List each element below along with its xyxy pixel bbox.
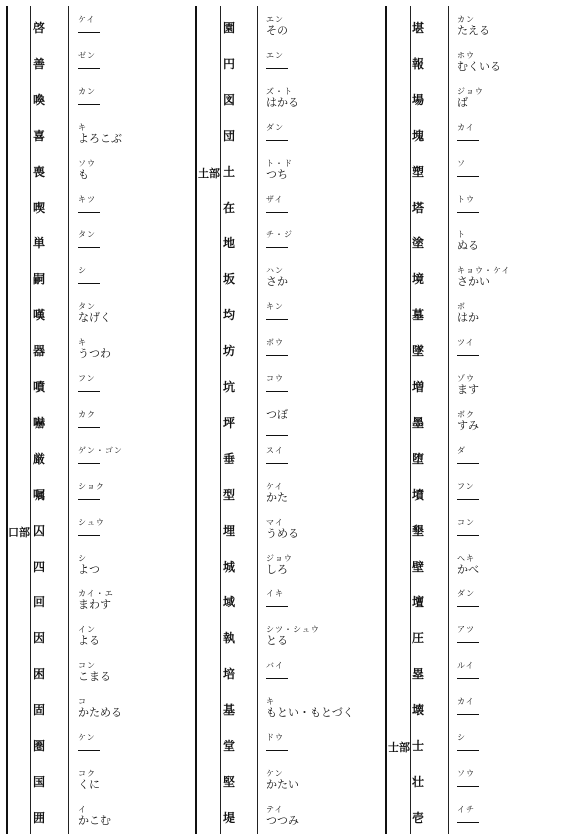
kanji-character: 喫 [32, 200, 45, 215]
kanji-character: 囚 [32, 523, 45, 538]
reading-entry [78, 373, 96, 384]
on-reading: シュウ [78, 517, 105, 527]
kanji-character: 厳 [32, 451, 45, 466]
kanji-character: 在 [222, 200, 235, 215]
reading-entry [457, 301, 479, 323]
kanji-character: 堂 [222, 739, 235, 753]
kun-reading: むくいる [457, 59, 501, 73]
kanji-character: 回 [32, 595, 45, 610]
column-rule [195, 6, 197, 834]
kanji-character: 墨 [411, 415, 424, 430]
radical-label: 口部 [8, 525, 30, 539]
reading-entry [78, 50, 96, 61]
reading-entry [266, 337, 284, 348]
on-reading: ツイ [457, 338, 475, 348]
kun-reading: その [266, 24, 288, 37]
kanji-character: 嚇 [32, 415, 45, 430]
reading-underline [266, 435, 288, 436]
reading-underline [78, 247, 100, 248]
on-reading: フン [78, 374, 96, 383]
reading-entry [457, 409, 479, 431]
column-rule [68, 6, 69, 834]
reading-entry [266, 158, 293, 180]
kanji-character: 壱 [411, 810, 424, 825]
kanji-character: 塗 [411, 236, 424, 251]
on-reading: ボク [457, 409, 475, 419]
kun-reading: も [78, 167, 89, 181]
reading-entry [266, 660, 284, 671]
kanji-character: 因 [32, 631, 45, 646]
reading-underline [78, 463, 100, 464]
kun-reading: たえる [457, 24, 490, 37]
reading-underline [266, 678, 288, 679]
reading-entry [266, 86, 299, 108]
on-reading: ヘキ [457, 553, 475, 563]
kun-reading: まわす [78, 598, 111, 612]
on-reading: ドウ [266, 733, 284, 742]
reading-entry [78, 301, 111, 323]
on-reading: タン [78, 230, 96, 240]
kanji-character: 報 [411, 56, 424, 71]
on-reading: ズ・ト [266, 86, 293, 96]
kanji-character: 堤 [222, 810, 235, 825]
kanji-character: 善 [32, 56, 45, 71]
on-reading: エン [266, 15, 284, 24]
on-reading: テイ [266, 804, 284, 814]
on-reading: ソ [457, 158, 466, 168]
kanji-character: 噴 [32, 380, 45, 394]
on-reading: チ・ジ [266, 230, 293, 240]
reading-entry [457, 696, 475, 707]
kanji-character: 国 [32, 774, 45, 789]
reading-entry [266, 122, 284, 133]
on-reading: ホウ [457, 50, 475, 60]
reading-underline [78, 427, 100, 428]
on-reading: ゼン [78, 50, 96, 60]
on-reading: ルイ [457, 661, 475, 671]
reading-entry [78, 660, 111, 682]
kun-reading: つつみ [266, 813, 299, 827]
on-reading: イ [78, 804, 87, 814]
kanji-character: 堕 [411, 451, 424, 466]
reading-entry [457, 732, 466, 743]
reading-entry [457, 588, 475, 599]
kun-reading: ぬる [457, 239, 479, 253]
reading-underline [266, 319, 288, 320]
reading-underline [266, 391, 288, 392]
reading-entry [457, 481, 475, 492]
on-reading: カン [78, 86, 96, 96]
reading-underline [266, 750, 288, 751]
reading-underline [266, 212, 288, 213]
kun-reading: かためる [78, 706, 122, 720]
kanji-character: 坊 [222, 344, 235, 359]
reading-underline [457, 535, 479, 536]
on-reading: ソウ [78, 158, 96, 168]
on-reading: ダン [266, 122, 285, 132]
reading-entry [266, 409, 288, 420]
reading-underline [457, 463, 479, 464]
reading-entry [78, 517, 105, 528]
kanji-character: 単 [32, 236, 45, 251]
kanji-character: 壇 [411, 595, 424, 610]
reading-underline [266, 140, 288, 141]
reading-underline [266, 606, 288, 607]
kanji-character: 圧 [411, 631, 424, 646]
kanji-character: 墜 [411, 344, 424, 359]
on-reading: ジョウ [457, 86, 484, 96]
reading-entry [457, 517, 475, 528]
reading-underline [457, 642, 479, 643]
kun-reading: よつ [78, 562, 100, 576]
kanji-character: 囲 [32, 810, 45, 825]
kun-reading: しろ [266, 562, 288, 576]
on-reading: ゲン・ゴン [78, 445, 123, 455]
kanji-character: 困 [32, 667, 45, 682]
kanji-character: 嘆 [32, 308, 45, 323]
kun-reading: とる [266, 634, 288, 648]
reading-underline [78, 68, 100, 69]
reading-entry [266, 481, 288, 503]
reading-entry [457, 122, 475, 133]
kun-reading: さか [266, 275, 288, 289]
on-reading: コ [78, 697, 87, 707]
on-reading: コウ [266, 374, 284, 383]
kun-reading: はかる [266, 95, 299, 109]
kun-reading: かた [266, 490, 288, 504]
kanji-character: 嗣 [32, 272, 45, 287]
reading-underline [457, 822, 479, 823]
kun-reading: よる [78, 634, 100, 648]
on-reading: キ [266, 697, 275, 707]
on-reading: タン [78, 302, 96, 312]
reading-entry [457, 337, 475, 348]
kanji-character: 垂 [222, 451, 235, 466]
on-reading: ショク [78, 481, 105, 491]
kanji-character: 堪 [411, 21, 424, 35]
reading-entry [457, 660, 475, 671]
column-rule [385, 6, 387, 834]
reading-entry [78, 14, 95, 25]
on-reading: ボ [457, 302, 466, 312]
kanji-character: 堅 [222, 774, 235, 789]
kun-reading: もとい・もとづく [266, 706, 354, 720]
reading-entry [457, 624, 475, 635]
kun-reading: こまる [78, 670, 111, 684]
reading-underline [78, 212, 100, 213]
kanji-character: 坂 [222, 272, 235, 287]
reading-entry [78, 158, 96, 180]
reading-entry [457, 158, 466, 169]
kun-reading: かたい [266, 777, 299, 791]
reading-underline [457, 606, 479, 607]
reading-entry [78, 696, 122, 718]
on-reading: シ [457, 733, 466, 742]
kanji-character: 土 [222, 164, 235, 179]
reading-underline [78, 391, 100, 392]
kun-reading: うめる [266, 526, 299, 540]
kun-reading: なげく [78, 311, 111, 325]
reading-entry [266, 588, 284, 599]
on-reading: ケイ [266, 481, 284, 491]
reading-entry [457, 86, 484, 108]
on-reading: カイ [457, 697, 475, 707]
kun-reading: ば [457, 95, 468, 109]
kanji-character: 地 [222, 236, 235, 251]
reading-underline [457, 355, 479, 356]
on-reading: ト・ド [266, 158, 293, 168]
kanji-character: 坑 [222, 380, 235, 394]
reading-entry [78, 265, 87, 276]
on-reading: カン [457, 15, 475, 24]
kanji-character: 固 [32, 703, 45, 718]
kanji-character: 埋 [222, 523, 235, 538]
kanji-character: 喜 [32, 128, 45, 143]
on-reading: トウ [457, 194, 475, 204]
reading-underline [78, 104, 100, 105]
reading-entry [78, 409, 96, 420]
on-reading: バイ [266, 661, 284, 671]
kun-reading: つち [266, 167, 288, 181]
on-reading: シ [78, 553, 87, 563]
kanji-character: 塊 [411, 128, 424, 143]
on-reading: イキ [266, 589, 284, 599]
kanji-character: 均 [222, 308, 235, 323]
on-reading: コン [78, 661, 96, 671]
on-reading: キ [78, 122, 87, 132]
kanji-character: 増 [411, 380, 424, 394]
kanji-character: 圏 [32, 739, 45, 753]
kanji-character: 塁 [411, 667, 424, 682]
kanji-character: 坪 [222, 415, 235, 430]
on-reading: フン [457, 481, 475, 491]
reading-entry [457, 265, 510, 287]
reading-entry [266, 373, 284, 384]
reading-entry [266, 50, 284, 61]
reading-underline [78, 750, 100, 751]
reading-underline [266, 463, 288, 464]
kun-reading: くに [78, 777, 100, 791]
reading-entry [78, 337, 111, 359]
kanji-character: 墾 [411, 523, 424, 538]
reading-entry [78, 624, 100, 646]
reading-entry [457, 14, 490, 36]
column-rule [448, 6, 449, 834]
reading-entry [266, 553, 293, 575]
reading-underline [266, 68, 288, 69]
radical-label: 土部 [198, 166, 220, 180]
on-reading: ソウ [457, 768, 475, 778]
kanji-character: 基 [222, 703, 235, 718]
reading-underline [266, 355, 288, 356]
kanji-character: 域 [222, 595, 235, 610]
kun-reading: よろこぶ [78, 131, 122, 145]
reading-underline [457, 786, 479, 787]
on-reading: キョウ・ケイ [457, 266, 511, 276]
reading-entry [457, 229, 479, 251]
reading-underline [457, 499, 479, 500]
reading-underline [457, 212, 479, 213]
reading-entry [266, 696, 354, 718]
on-reading: ケイ [78, 15, 96, 24]
reading-underline [78, 499, 100, 500]
on-reading: キン [266, 302, 284, 312]
kanji-character: 四 [32, 559, 45, 574]
reading-entry [78, 588, 114, 610]
reading-entry [266, 14, 288, 36]
kanji-character: 城 [222, 559, 235, 574]
reading-entry [457, 804, 475, 815]
reading-entry [266, 194, 283, 205]
kanji-character: 喚 [32, 92, 45, 107]
on-reading: ゾウ [457, 374, 475, 383]
on-reading: スイ [266, 445, 284, 455]
kun-reading: かこむ [78, 813, 111, 827]
kun-reading: はか [457, 311, 479, 325]
on-reading: ト [457, 230, 466, 240]
kanji-character: 培 [222, 667, 235, 682]
reading-underline [457, 678, 479, 679]
kun-reading: すみ [457, 418, 479, 432]
kanji-character: 園 [222, 21, 235, 35]
column-rule [6, 6, 8, 834]
on-reading: キツ [78, 194, 96, 204]
reading-entry [266, 445, 284, 456]
reading-entry [266, 768, 299, 790]
on-reading: カイ・エ [78, 589, 114, 599]
reading-entry [78, 481, 105, 492]
reading-entry [457, 373, 479, 395]
reading-entry [78, 122, 122, 144]
on-reading: アツ [457, 625, 475, 635]
reading-underline [78, 535, 100, 536]
kanji-character: 壊 [411, 703, 424, 718]
reading-entry [266, 229, 293, 240]
radical-label: 士部 [388, 741, 410, 754]
reading-entry [266, 517, 299, 539]
column-rule [257, 6, 258, 834]
reading-entry [78, 553, 100, 575]
kanji-character: 型 [222, 487, 235, 502]
kanji-character: 墳 [411, 487, 424, 502]
on-reading: キ [78, 338, 87, 348]
on-reading: マイ [266, 517, 284, 527]
reading-entry [78, 229, 96, 240]
reading-entry [78, 804, 111, 826]
on-reading: イチ [457, 804, 475, 814]
on-reading: シツ・シュウ [266, 625, 320, 635]
on-reading: ケン [78, 733, 96, 742]
kanji-character: 場 [411, 92, 424, 107]
kun-reading: さかい [457, 275, 490, 289]
kanji-character: 啓 [32, 21, 45, 35]
kanji-character: 塑 [411, 164, 424, 179]
on-reading: ダン [457, 589, 476, 599]
reading-underline [266, 247, 288, 248]
kanji-character: 墓 [411, 308, 424, 323]
on-reading: ケン [266, 768, 284, 778]
reading-entry [457, 50, 501, 72]
reading-entry [78, 445, 123, 456]
kun-reading: ます [457, 383, 479, 396]
on-reading: カイ [457, 122, 475, 132]
reading-entry [457, 445, 466, 456]
on-reading: ザイ [266, 194, 284, 204]
kanji-character: 塔 [411, 200, 424, 215]
kanji-character: 境 [411, 272, 424, 287]
kanji-character: 喪 [32, 164, 45, 179]
reading-entry [78, 732, 96, 743]
reading-entry [457, 553, 479, 575]
kanji-character: 器 [32, 344, 45, 359]
reading-entry [78, 768, 100, 790]
on-reading: ジョウ [266, 553, 293, 563]
kanji-character: 執 [222, 631, 235, 646]
reading-underline [78, 283, 100, 284]
on-reading: イン [78, 625, 96, 635]
reading-entry [78, 86, 96, 97]
reading-entry [457, 194, 475, 205]
kanji-character: 団 [222, 128, 235, 143]
kanji-character: 嘱 [32, 487, 45, 502]
reading-entry [78, 194, 96, 205]
kun-reading: かべ [457, 562, 479, 576]
on-reading: コン [457, 517, 475, 527]
on-reading: シ [78, 266, 87, 276]
on-reading: エン [266, 50, 284, 60]
kanji-character: 壮 [411, 774, 424, 789]
on-reading: ボウ [266, 338, 284, 348]
reading-entry [266, 265, 288, 287]
reading-underline [457, 714, 479, 715]
reading-entry [266, 301, 284, 312]
reading-entry [266, 732, 284, 743]
kun-reading: つぼ [266, 407, 288, 421]
kanji-character: 図 [222, 92, 235, 107]
reading-underline [78, 32, 100, 33]
reading-underline [457, 750, 479, 751]
on-reading: ハン [266, 266, 284, 276]
reading-entry [266, 804, 299, 826]
kanji-character: 壁 [411, 559, 424, 574]
reading-underline [457, 140, 479, 141]
kanji-character: 円 [222, 56, 235, 71]
on-reading: カク [78, 409, 96, 419]
kanji-character: 士 [411, 739, 424, 753]
kun-reading: うつわ [78, 347, 111, 361]
reading-underline [457, 176, 479, 177]
reading-entry [266, 624, 320, 646]
on-reading: コク [78, 768, 96, 778]
on-reading: ダ [457, 445, 466, 455]
reading-entry [457, 768, 475, 779]
